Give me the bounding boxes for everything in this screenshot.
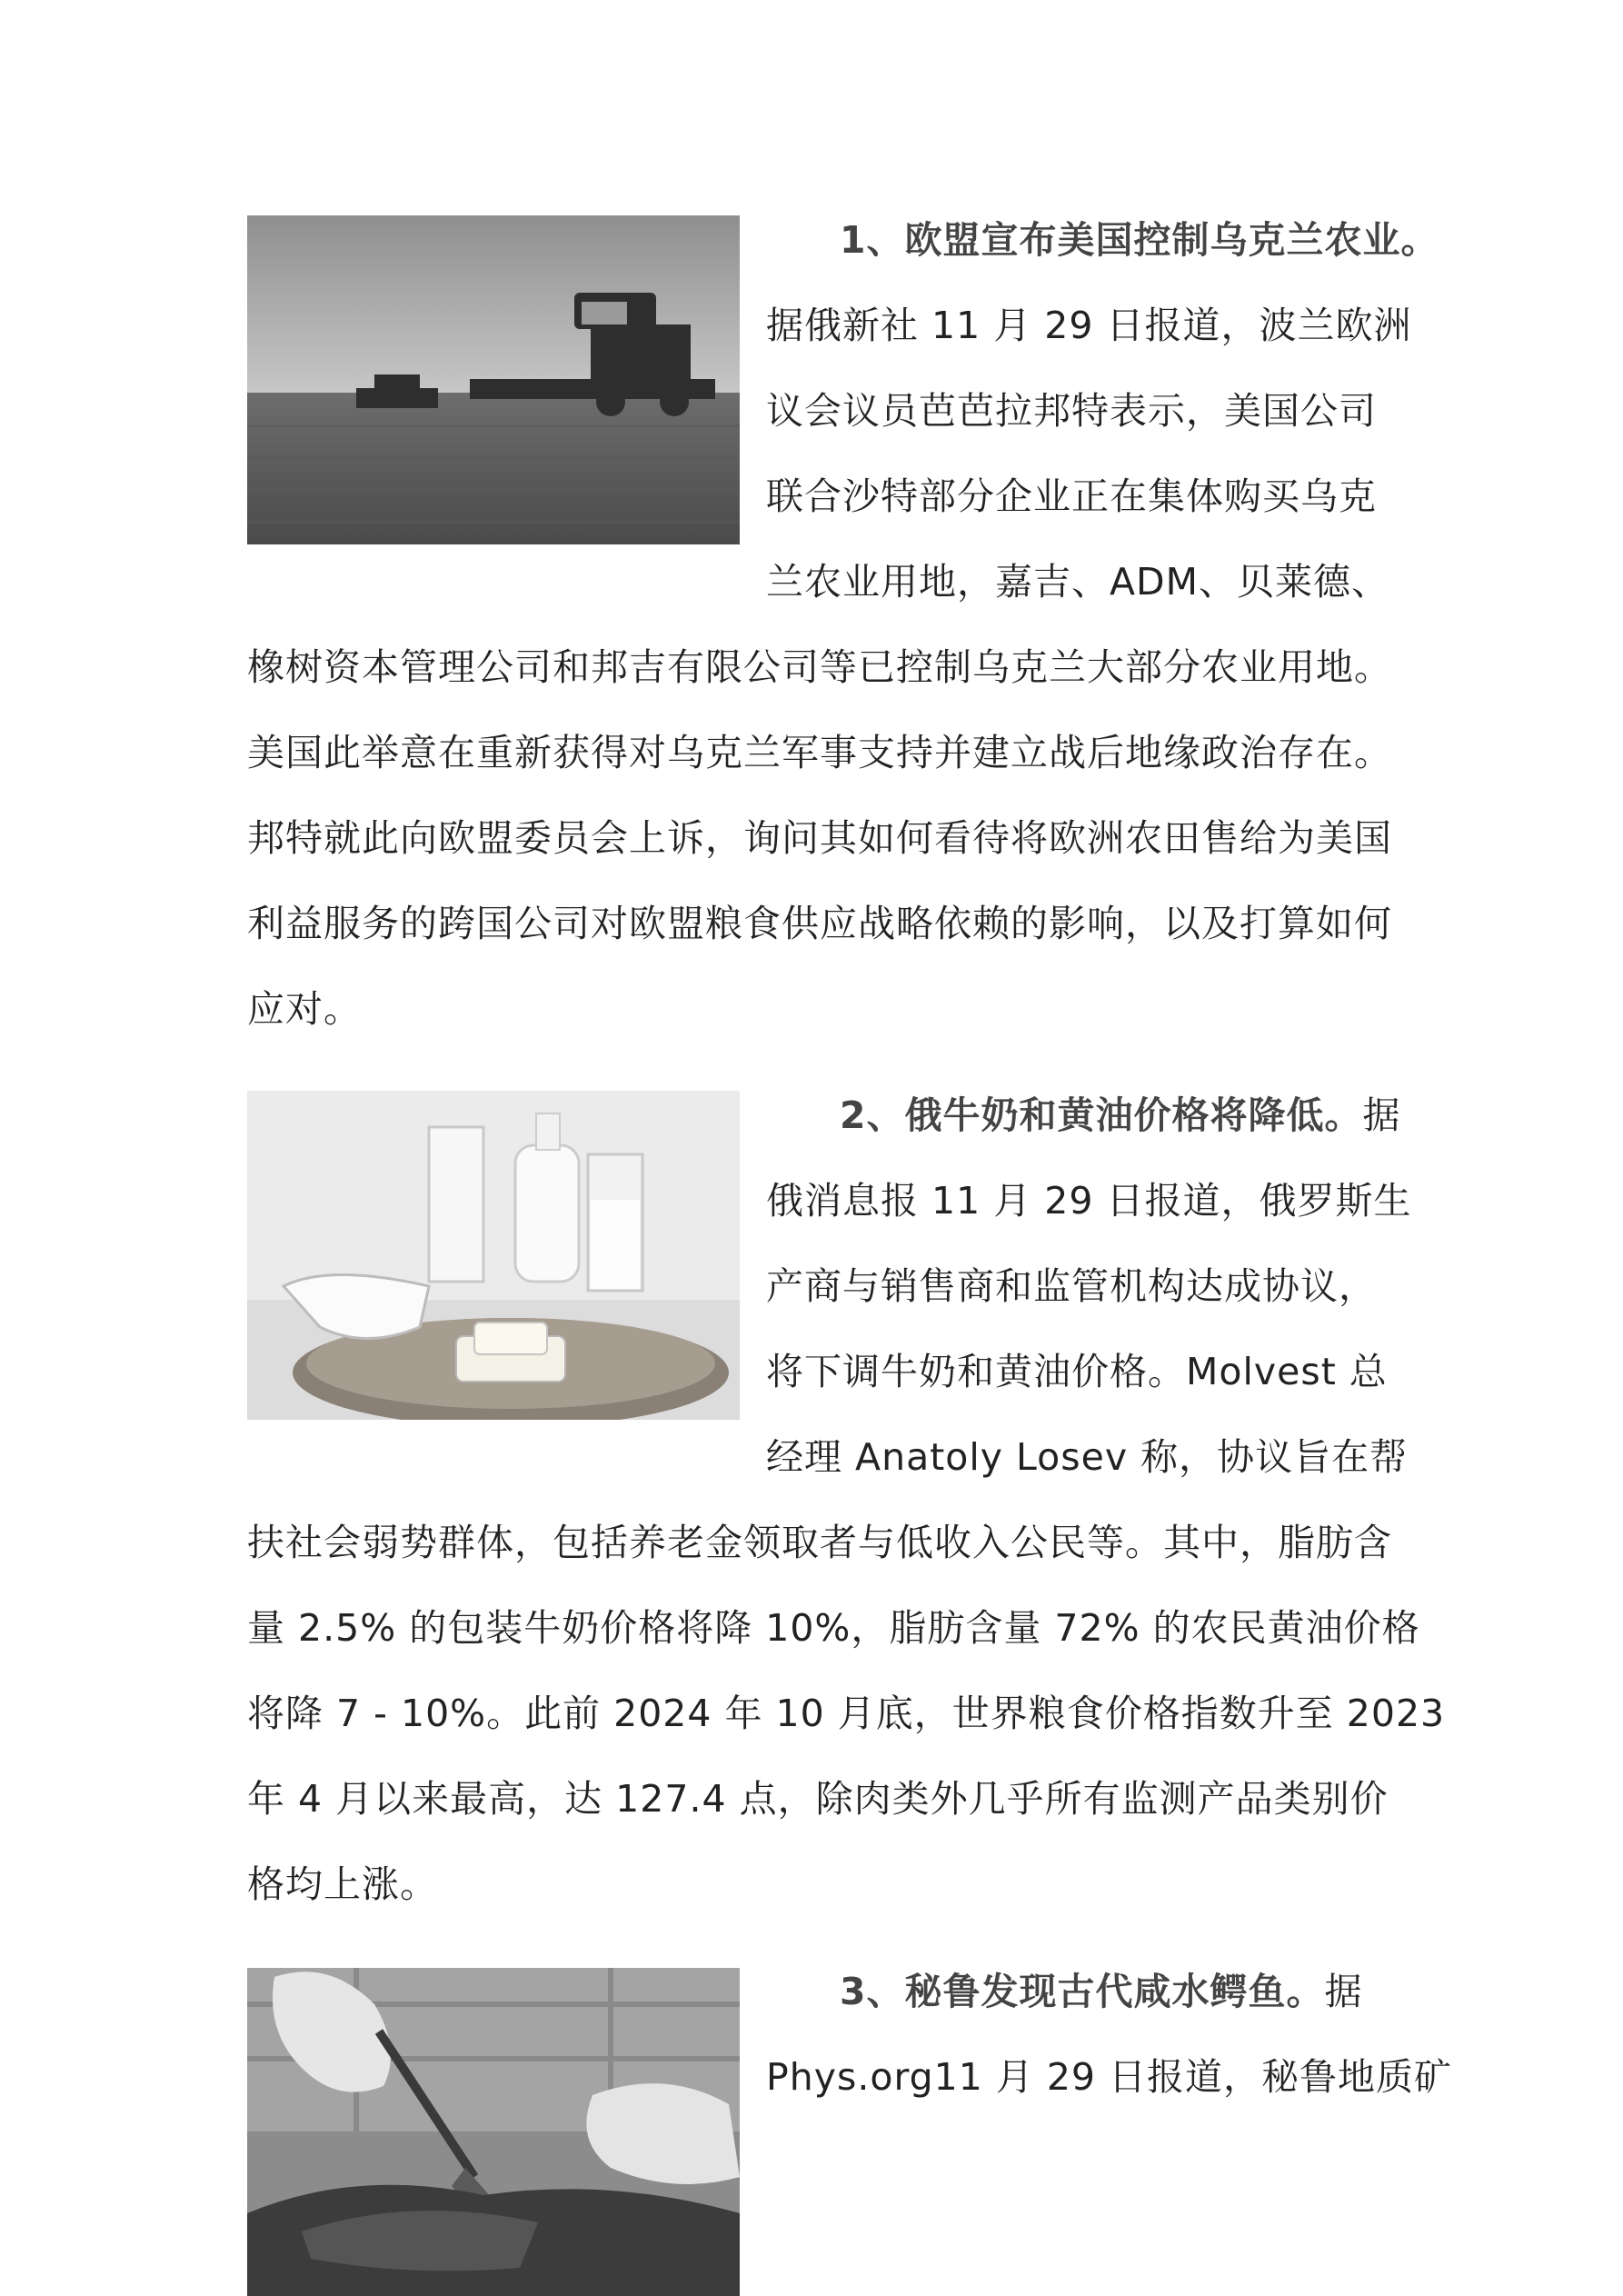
section-2-line: 格均上涨。	[247, 1862, 438, 1906]
section-1-line: 利益服务的跨国公司对欧盟粮食供应战略依赖的影响，以及打算如何	[247, 902, 1392, 945]
section-1-line: 兰农业用地，嘉吉、ADM、贝莱德、	[766, 560, 1389, 604]
section-1-line: 橡树资本管理公司和邦吉有限公司等已控制乌克兰大部分农业用地。	[247, 645, 1392, 689]
dairy-photo	[247, 1091, 740, 1420]
section-2-line: 量 2.5% 的包装牛奶价格将降 10%，脂肪含量 72% 的农民黄油价格	[247, 1606, 1420, 1650]
section-3-heading-tail: 据	[1324, 1970, 1363, 2013]
section-3-line: Phys.org11 月 29 日报道，秘鲁地质矿	[766, 2055, 1453, 2099]
section-2-line: 扶社会弱势群体，包括养老金领取者与低收入公民等。其中，脂肪含	[247, 1521, 1392, 1564]
section-2-heading-row	[840, 1092, 1401, 1139]
section-2-line: 经理 Anatoly Losev 称，协议旨在帮	[766, 1435, 1409, 1479]
section-2-line: 年 4 月以来最高，达 127.4 点，除肉类外几乎所有监测产品类别价	[247, 1777, 1389, 1821]
section-2-line: 产商与销售商和监管机构达成协议，	[766, 1264, 1377, 1308]
section-3-heading: 3、秘鲁发现古代咸水鳄鱼。	[840, 1970, 1325, 2013]
section-1-line: 应对。	[247, 987, 362, 1031]
section-1-heading: 1、欧盟宣布美国控制乌克兰农业。	[840, 218, 1439, 262]
section-2-heading: 2、俄牛奶和黄油价格将降低。	[840, 1093, 1363, 1137]
section-2-line: 将下调牛奶和黄油价格。Molvest 总	[766, 1350, 1388, 1393]
section-1-line: 联合沙特部分企业正在集体购买乌克	[766, 474, 1377, 518]
harvester-photo	[247, 215, 740, 544]
section-1-line: 据俄新社 11 月 29 日报道，波兰欧洲	[766, 304, 1412, 347]
section-2-line: 将降 7 - 10%。此前 2024 年 10 月底，世界粮食价格指数升至 2023	[247, 1692, 1446, 1735]
section-2-line: 俄消息报 11 月 29 日报道，俄罗斯生	[766, 1179, 1412, 1223]
section-2-heading-tail: 据	[1362, 1093, 1401, 1137]
section-1-line: 邦特就此向欧盟委员会上诉，询问其如何看待将欧洲农田售给为美国	[247, 816, 1392, 860]
section-3-heading-row	[840, 1968, 1363, 2015]
section-1-line: 议会议员芭芭拉邦特表示，美国公司	[766, 389, 1377, 433]
fossil-photo	[247, 1968, 740, 2296]
section-1-line: 美国此举意在重新获得对乌克兰军事支持并建立战后地缘政治存在。	[247, 731, 1392, 774]
